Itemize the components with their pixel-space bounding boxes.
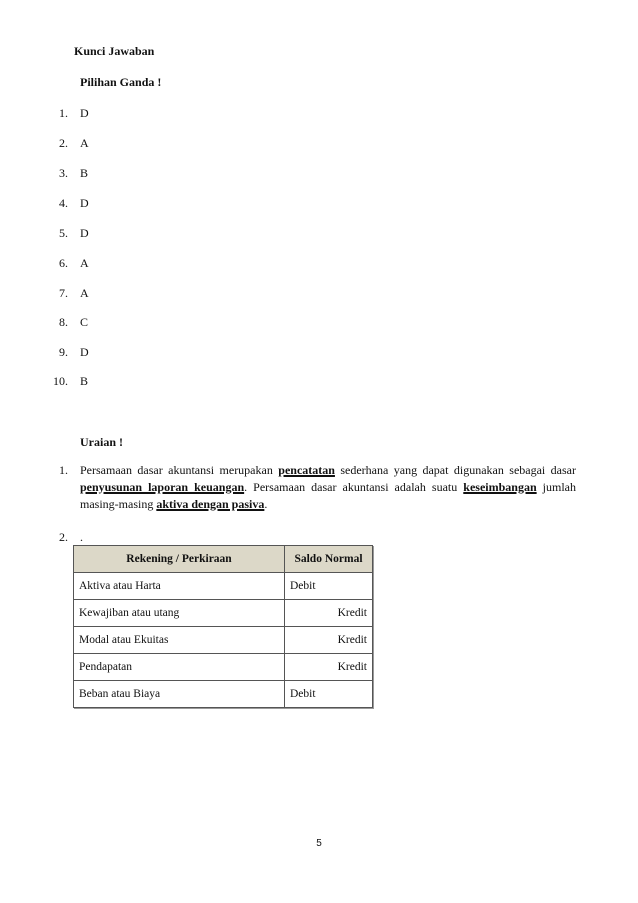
item-number: 5. — [59, 226, 68, 240]
page-title: Kunci Jawaban — [74, 44, 155, 58]
item-answer: D — [80, 226, 89, 240]
essay-answer-2-marker: . — [80, 530, 83, 544]
item-number: 6. — [59, 256, 68, 270]
item-number: 10. — [53, 374, 68, 388]
account-cell: Aktiva atau Harta — [74, 573, 285, 600]
table-row — [74, 681, 373, 708]
page-number: 5 — [316, 838, 322, 849]
account-cell: Beban atau Biaya — [74, 681, 285, 708]
key-term: penyusunan laporan keuangan — [80, 480, 245, 494]
item-number: 1. — [59, 106, 68, 120]
account-cell: Modal atau Ekuitas — [74, 627, 285, 654]
answer-text: sederhana yang dapat digunakan sebagai dasar — [334, 463, 576, 477]
item-answer: A — [80, 256, 89, 270]
key-term: keseimbangan — [463, 480, 537, 494]
item-answer: A — [80, 286, 89, 300]
balance-cell: Kredit — [285, 600, 373, 627]
item-answer: D — [80, 106, 89, 120]
table-row — [74, 627, 373, 654]
item-number: 8. — [59, 315, 68, 329]
essay-number: 1. — [59, 463, 68, 477]
account-cell: Kewajiban atau utang — [74, 600, 285, 627]
key-term: aktiva dengan pasiva — [156, 497, 265, 511]
answer-text: . Persamaan dasar akuntansi adalah suatu — [244, 480, 464, 494]
item-answer: B — [80, 374, 89, 388]
table-row — [74, 600, 373, 627]
item-answer: B — [80, 166, 89, 180]
item-number: 9. — [59, 345, 68, 359]
item-number: 3. — [59, 166, 68, 180]
balance-cell: Debit — [285, 681, 373, 708]
essay-heading: Uraian ! — [80, 435, 123, 449]
balance-cell: Debit — [285, 573, 373, 600]
account-cell: Pendapatan — [74, 654, 285, 681]
table-row — [74, 573, 373, 600]
item-answer: A — [80, 136, 89, 150]
essay-number: 2. — [59, 530, 68, 544]
item-answer: C — [80, 315, 89, 329]
balance-cell: Kredit — [285, 654, 373, 681]
item-number: 4. — [59, 196, 68, 210]
table-header-row — [74, 546, 373, 573]
answer-text: jumlah masing-masing — [80, 480, 577, 511]
key-term: pencatatan — [278, 463, 335, 477]
answer-text: Persamaan dasar akuntansi merupakan — [80, 463, 279, 477]
column-header: Saldo Normal — [285, 546, 373, 573]
item-number: 2. — [59, 136, 68, 150]
answer-text: . — [264, 497, 268, 511]
multiple-choice-heading: Pilihan Ganda ! — [80, 75, 162, 89]
balance-cell: Kredit — [285, 627, 373, 654]
item-number: 7. — [59, 286, 68, 300]
item-answer: D — [80, 345, 89, 359]
table-row — [74, 654, 373, 681]
column-header: Rekening / Perkiraan — [74, 546, 285, 573]
item-answer: D — [80, 196, 89, 210]
normal-balance-table — [73, 545, 373, 708]
essay-answer-1 — [80, 462, 576, 513]
